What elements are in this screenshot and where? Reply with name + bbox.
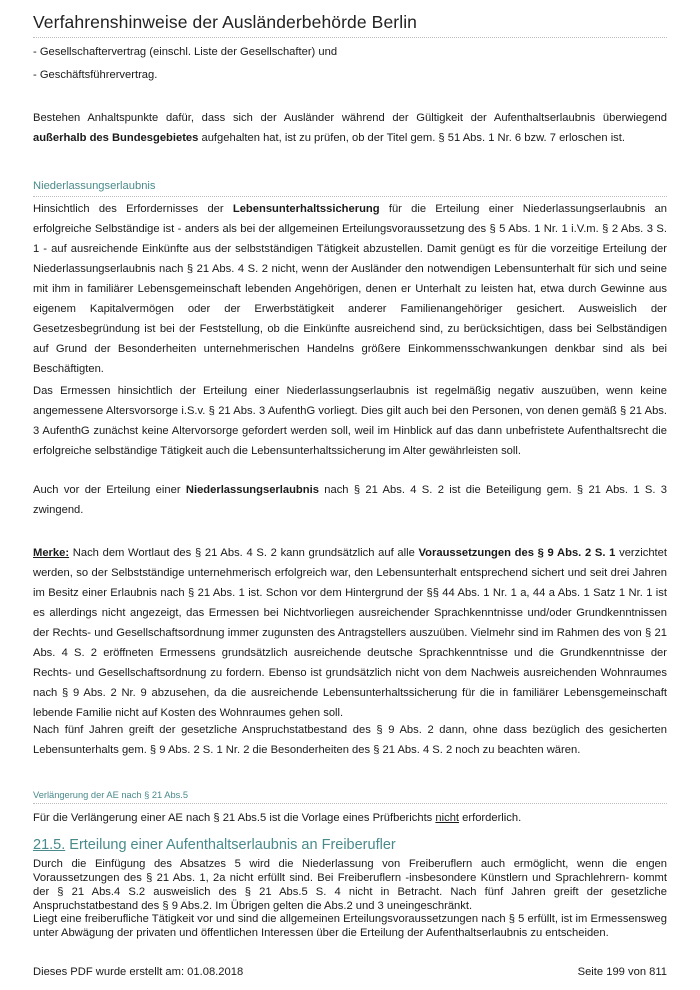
paragraph-lebensunterhalt: Hinsichtlich des Erfordernisses der Lebensunterhaltssicherung für die Erteilung einer Niederlassungserlaubnis an erfolgreiche Selbständige ist - anders als bei der allgemeinen Erteilungsvoraussetzung des § 5 Abs. 1 Nr. 1 i.V.m. § 2 Abs. 3 S. 1 - auf ausreichende Einkünfte aus der selbstständigen Tätigkeit abzustellen. Damit genügt es für die vorzeitige Erteilung der Niederlassungserlaubnis nach § 21 Abs. 4 S. 2 nicht, wenn der Ausländer den notwendigen Lebensunterhalt für sich und seine mit ihm in familiärer Lebensgemeinschaft lebenden Angehörigen, denen er Unterhalt zu leisten hat, etwa durch Gewinne aus eigenem Kapitalvermögen oder der Erwerbstätigkeit anderer Familienangehöriger gesichert. Ausweislich der Gesetzesbegründung ist bei der Feststellung, ob die Einkünfte ausreichend sind, zu berücksichtigen, dass bei Selbständigen auf Grund der Besonderheiten unternehmerischen Handelns größere Einkommensschwankungen denkbar sind als bei Beschäftigten. (33, 203, 668, 375)
section-heading-21-5: 21.5. Erteilung einer Aufenthaltserlaubnis an Freiberufler (33, 837, 396, 853)
title-divider (33, 37, 667, 38)
paragraph-anhaltspunkte: Bestehen Anhaltspunkte dafür, dass sich der Ausländer während der Gültigkeit der Aufenthaltserlaubnis überwiegend außerhalb des Bundesgebietes aufgehalten hat, ist zu prüfen, ob der Titel gem. § 51 Abs. 1 Nr. 6 bzw. 7 erloschen ist. (33, 112, 667, 144)
paragraph-merke: Merke: Nach dem Wortlaut des § 21 Abs. 4 S. 2 kann grundsätzlich auf alle Voraussetzungen des § 9 Abs. 2 S. 1 verzichtet werden, so der Selbstständige unternehmerisch erfolgreich war, den Lebensunterhalt entsprechend sichert und seit drei Jahren im Besitz einer Erlaubnis nach § 21 Abs. 1 ist. Schon vor dem Hintergrund der §§ 44 Abs. 1 Nr. 1 a, 44 a Abs. 1 Satz 1 Nr. 1 ist es allerdings nicht angezeigt, das Ermessen bei Nichtvorliegen ausreichender Sprachkenntnisse und/oder Grundkenntnissen der Rechts- und Gesellschaftsordnung immer zugunsten des Antragstellers auszuüben. Vielmehr sind im Rahmen des von § 21 Abs. 4 S. 2 eröffneten Ermessens grundsätzlich ausreichende deutsche Sprachkenntnisse und die Grundkenntnisse der Rechts- und Gesellschaftsordnung zu fordern. Ebenso ist grundsätzlich nicht von dem Nachweis ausreichenden Wohnraumes nach § 9 Abs. 2 Nr. 9 abzusehen, da die ausreichende Lebensunterhaltssicherung für die in familiärer Lebensgemeinschaft lebende Familie nicht auf Kosten des Wohnraumes gehen soll. (33, 547, 667, 719)
section-number: 21.5. (33, 837, 66, 853)
footer-page-number: Seite 199 von 811 (577, 966, 667, 978)
paragraph-freiberufler: Durch die Einfügung des Absatzes 5 wird die Niederlassung von Freiberuflern auch ermöglicht, wenn die engen Voraussetzungen des § 21 Abs. 1, 2a nicht erfüllt sind. Bei Freiberuflern -insbesondere Künstlern und Sprachlehrern- kommt der § 21 Abs.4 S.2 ausweislich des § 21 Abs.5 S. 4 nicht in Betracht. Nach fünf Jahren greift der gesetzliche Anspruchstatbestand des § 9 Abs.2. Im Übrigen gelten die Abs.2 und 3 uneingeschränkt. (33, 858, 667, 912)
section-divider (33, 196, 667, 197)
section-heading-verlaengerung: Verlängerung der AE nach § 21 Abs.5 (33, 790, 189, 800)
paragraph-ermessen: Das Ermessen hinsichtlich der Erteilung einer Niederlassungserlaubnis ist regelmäßig negativ auszuüben, wenn keine angemessene Altersvorsorge i.S.v. § 21 Abs. 3 AufenthG vorliegt. Dies gilt auch bei den Personen, von denen gemäß § 21 Abs. 3 AufenthG zunächst keine Altervorsorge gefordert werden soll, weil im Hinblick auf das dann unbefristete Aufenthaltsrecht die erfolgreiche selbständige Tätigkeit auch die Lebensunterhaltssicherung im Alter gewährleisten soll. (33, 385, 667, 457)
page-title: Verfahrenshinweise der Ausländerbehörde Berlin (33, 12, 418, 32)
merke-label: Merke: (33, 547, 70, 559)
list-item: - Geschäftsführervertrag. (33, 69, 158, 81)
paragraph-beteiligung: Auch vor der Erteilung einer Niederlassungserlaubnis nach § 21 Abs. 4 S. 2 ist die Beteiligung gem. § 21 Abs. 1 S. 3 zwingend. (33, 484, 667, 516)
section-heading-niederlassungserlaubnis: Niederlassungserlaubnis (33, 180, 156, 192)
list-item: - Gesellschaftervertrag (einschl. Liste der Gesellschafter) und (33, 46, 338, 58)
footer-created-date: Dieses PDF wurde erstellt am: 01.08.2018 (33, 966, 244, 978)
section-divider (33, 803, 667, 804)
paragraph-verlaengerung: Für die Verlängerung einer AE nach § 21 Abs.5 ist die Vorlage eines Prüfberichts nicht erforderlich. (33, 812, 522, 824)
paragraph-freiberufliche-taetigkeit: Liegt eine freiberufliche Tätigkeit vor und sind die allgemeinen Erteilungsvoraussetzungen nach § 5 erfüllt, ist im Ermessensweg unter Abwägung der privaten und öffentlichen Interessen über die Erteilung der Aufenthaltserlaubnis zu entscheiden. (33, 913, 667, 939)
paragraph-nach-fuenf-jahren: Nach fünf Jahren greift der gesetzliche Anspruchstatbestand des § 9 Abs. 2 dann, ohne dass bezüglich des gesicherten Lebensunterhalts gem. § 9 Abs. 2 S. 1 Nr. 2 die Besonderheiten des § 21 Abs. 4 S. 2 noch zu beachten wären. (33, 724, 667, 756)
